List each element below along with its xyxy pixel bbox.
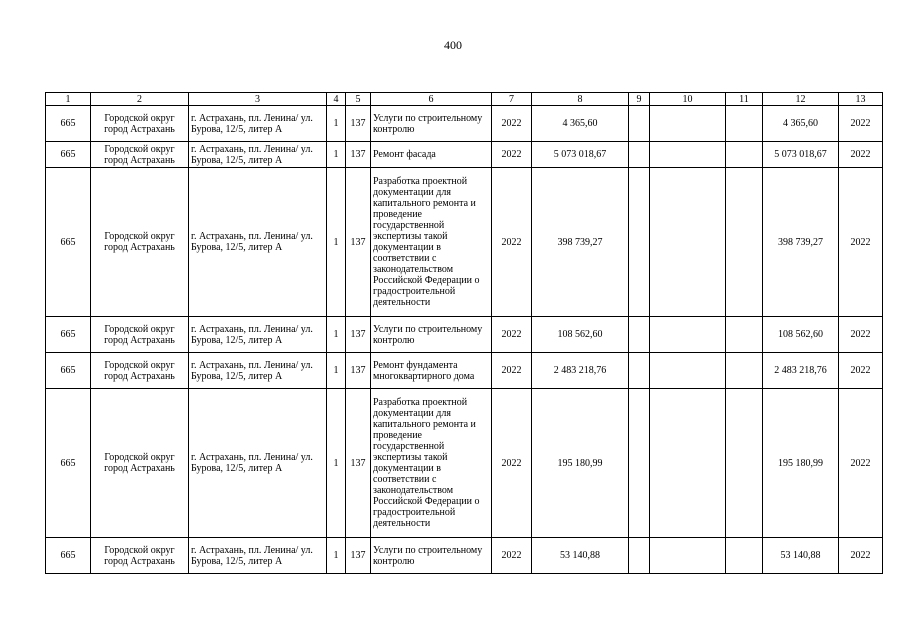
cell-col11	[726, 353, 763, 389]
cell-cost: 108 562,60	[763, 317, 839, 353]
column-header: 11	[726, 93, 763, 106]
cell-year: 2022	[492, 538, 532, 574]
cell-municipality: Городской округ город Астрахань	[91, 317, 189, 353]
cell-year: 2022	[492, 317, 532, 353]
cell-col5: 137	[346, 142, 371, 168]
cell-municipality: Городской округ город Астрахань	[91, 538, 189, 574]
cell-end-year: 2022	[839, 389, 883, 538]
cell-work-type: Ремонт фундамента многоквартирного дома	[371, 353, 492, 389]
column-header: 7	[492, 93, 532, 106]
cell-address: г. Астрахань, пл. Ленина/ ул. Бурова, 12/5, литер А	[189, 538, 327, 574]
cell-end-year: 2022	[839, 353, 883, 389]
cell-cost: 195 180,99	[763, 389, 839, 538]
table-row	[46, 353, 883, 389]
table-header-row	[46, 93, 883, 106]
cell-col10	[650, 106, 726, 142]
cell-total-cost: 108 562,60	[532, 317, 629, 353]
cell-col10	[650, 389, 726, 538]
cell-col5: 137	[346, 353, 371, 389]
cell-col10	[650, 168, 726, 317]
cell-col11	[726, 106, 763, 142]
cell-col11	[726, 142, 763, 168]
cell-total-cost: 195 180,99	[532, 389, 629, 538]
cell-total-cost: 2 483 218,76	[532, 353, 629, 389]
cell-end-year: 2022	[839, 106, 883, 142]
table-row	[46, 317, 883, 353]
cell-col5: 137	[346, 389, 371, 538]
column-header: 5	[346, 93, 371, 106]
cell-cost: 398 739,27	[763, 168, 839, 317]
cell-end-year: 2022	[839, 538, 883, 574]
page-number: 400	[444, 38, 462, 52]
cell-work-type: Разработка проектной документации для капитального ремонта и проведение государственной экспертизы такой документации в соответствии с законодательством Российской Федерации о градостроительной деятельности	[371, 168, 492, 317]
cell-col4: 1	[327, 353, 346, 389]
cell-municipality: Городской округ город Астрахань	[91, 142, 189, 168]
cell-municipality: Городской округ город Астрахань	[91, 389, 189, 538]
cell-col9	[629, 168, 650, 317]
cell-year: 2022	[492, 106, 532, 142]
cell-cost: 5 073 018,67	[763, 142, 839, 168]
cell-total-cost: 398 739,27	[532, 168, 629, 317]
cell-address: г. Астрахань, пл. Ленина/ ул. Бурова, 12/5, литер А	[189, 353, 327, 389]
cell-col9	[629, 142, 650, 168]
cell-col4: 1	[327, 168, 346, 317]
column-header: 9	[629, 93, 650, 106]
cell-col9	[629, 317, 650, 353]
cell-work-type: Услуги по строительному контролю	[371, 538, 492, 574]
column-header: 6	[371, 93, 492, 106]
column-header: 10	[650, 93, 726, 106]
cell-number: 665	[46, 389, 91, 538]
cell-municipality: Городской округ город Астрахань	[91, 353, 189, 389]
cell-year: 2022	[492, 389, 532, 538]
cell-work-type: Разработка проектной документации для капитального ремонта и проведение государственной экспертизы такой документации в соответствии с законодательством Российской Федерации о градостроительной деятельности	[371, 389, 492, 538]
cell-col4: 1	[327, 317, 346, 353]
cell-number: 665	[46, 142, 91, 168]
cell-cost: 2 483 218,76	[763, 353, 839, 389]
cell-end-year: 2022	[839, 168, 883, 317]
table-row	[46, 142, 883, 168]
cell-number: 665	[46, 353, 91, 389]
cell-work-type: Услуги по строительному контролю	[371, 106, 492, 142]
cell-col11	[726, 317, 763, 353]
cell-total-cost: 5 073 018,67	[532, 142, 629, 168]
cell-col10	[650, 353, 726, 389]
cell-address: г. Астрахань, пл. Ленина/ ул. Бурова, 12/5, литер А	[189, 317, 327, 353]
cell-col10	[650, 317, 726, 353]
cell-address: г. Астрахань, пл. Ленина/ ул. Бурова, 12/5, литер А	[189, 142, 327, 168]
cell-year: 2022	[492, 168, 532, 317]
table-row	[46, 538, 883, 574]
cell-col9	[629, 389, 650, 538]
cell-number: 665	[46, 538, 91, 574]
cell-col4: 1	[327, 106, 346, 142]
table-row	[46, 106, 883, 142]
column-header: 8	[532, 93, 629, 106]
cell-work-type: Услуги по строительному контролю	[371, 317, 492, 353]
cell-address: г. Астрахань, пл. Ленина/ ул. Бурова, 12/5, литер А	[189, 168, 327, 317]
table-row	[46, 168, 883, 317]
column-header: 3	[189, 93, 327, 106]
cell-col4: 1	[327, 142, 346, 168]
column-header: 13	[839, 93, 883, 106]
cell-total-cost: 4 365,60	[532, 106, 629, 142]
cell-col5: 137	[346, 168, 371, 317]
cell-col4: 1	[327, 538, 346, 574]
cell-col10	[650, 142, 726, 168]
cell-end-year: 2022	[839, 317, 883, 353]
column-header: 1	[46, 93, 91, 106]
cell-address: г. Астрахань, пл. Ленина/ ул. Бурова, 12/5, литер А	[189, 389, 327, 538]
cell-end-year: 2022	[839, 142, 883, 168]
cell-col5: 137	[346, 106, 371, 142]
cell-number: 665	[46, 317, 91, 353]
cell-number: 665	[46, 168, 91, 317]
cell-cost: 4 365,60	[763, 106, 839, 142]
cell-col4: 1	[327, 389, 346, 538]
cell-col5: 137	[346, 317, 371, 353]
cell-total-cost: 53 140,88	[532, 538, 629, 574]
cell-municipality: Городской округ город Астрахань	[91, 168, 189, 317]
cell-col11	[726, 389, 763, 538]
cell-address: г. Астрахань, пл. Ленина/ ул. Бурова, 12/5, литер А	[189, 106, 327, 142]
repair-register-table	[45, 92, 883, 574]
cell-col9	[629, 353, 650, 389]
column-header: 2	[91, 93, 189, 106]
cell-col9	[629, 538, 650, 574]
cell-col5: 137	[346, 538, 371, 574]
cell-work-type: Ремонт фасада	[371, 142, 492, 168]
cell-col11	[726, 538, 763, 574]
cell-col11	[726, 168, 763, 317]
column-header: 12	[763, 93, 839, 106]
cell-col10	[650, 538, 726, 574]
cell-col9	[629, 106, 650, 142]
cell-municipality: Городской округ город Астрахань	[91, 106, 189, 142]
cell-year: 2022	[492, 353, 532, 389]
column-header: 4	[327, 93, 346, 106]
cell-year: 2022	[492, 142, 532, 168]
table-row	[46, 389, 883, 538]
cell-number: 665	[46, 106, 91, 142]
cell-cost: 53 140,88	[763, 538, 839, 574]
